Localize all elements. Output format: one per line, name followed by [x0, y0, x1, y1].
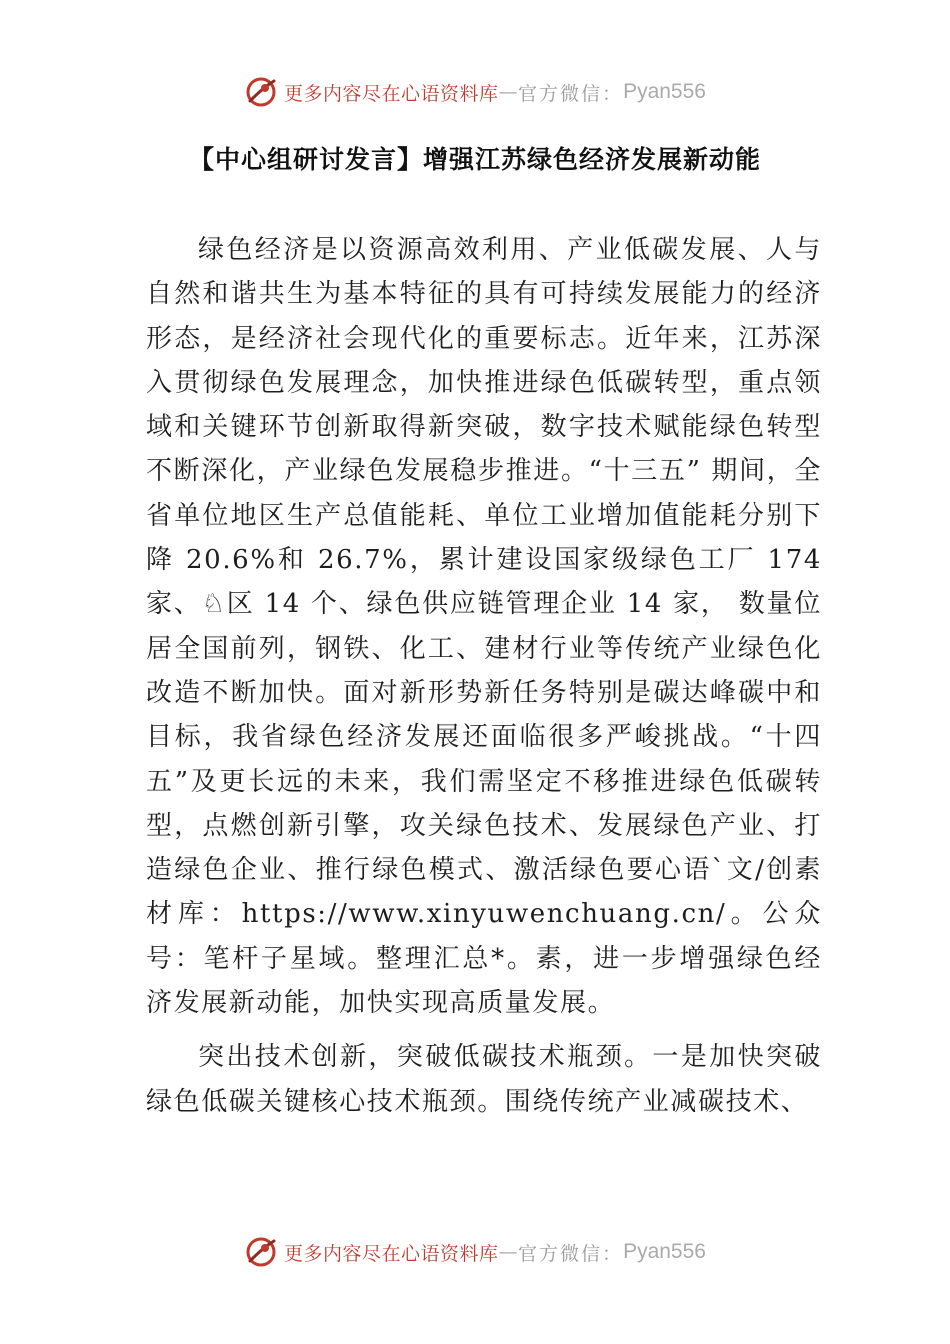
document-body: [146, 228, 822, 1134]
paragraph-1: 绿色经济是以资源高效利用、产业低碳发展、人与自然和谐共生为基本特征的具有可持续发展能力的经济形态，是经济社会现代化的重要标志。近年来，江苏深入贯彻绿色发展理念，加快推进绿色低碳转型，重点领域和关键环节创新取得新突破，数字技术赋能绿色转型不断深化，产业绿色发展稳步推进。“十三五” 期间，全省单位地区生产总值能耗、单位工业增加值能耗分别下降 20.6%和 26.7%，累计建设国家级绿色工厂 174 家、♘区 14 个、绿色供应链管理企业 14 家， 数量位居全国前列，钢铁、化工、建材行业等传统产业绿色化改造不断加快。面对新形势新任务特别是碳达峰碳中和目标，我省绿色经济发展还面临很多严峻挑战。“十四五”及更长远的未来，我们需坚定不移推进绿色低碳转型，点燃创新引擎，攻关绿色技术、发展绿色产业、打造绿色企业、推行绿色模式、激活绿色要心语`文/创素材库：https://www.xinyuwenchuang.cn/。公众号：笔杆子星域。整理汇总*。素，进一步增强绿色经济发展新动能，加快实现高质量发展。: [146, 235, 822, 1019]
watermark-id: Pyan556: [623, 1240, 706, 1263]
watermark-id: Pyan556: [623, 80, 706, 103]
footer-watermark: [0, 1232, 950, 1272]
header-watermark: [0, 72, 950, 112]
red-circle-logo-icon: [244, 75, 278, 109]
watermark-label: 官方微信：: [518, 1242, 624, 1265]
watermark-text: 更多内容尽在心语资料库: [284, 1242, 499, 1265]
watermark-text: 更多内容尽在心语资料库: [284, 82, 499, 105]
page-title: 【中心组研讨发言】增强江苏绿色经济发展新动能: [188, 145, 761, 174]
red-circle-logo-icon: [244, 1235, 278, 1269]
watermark-label: 官方微信：: [518, 82, 624, 105]
paragraph-2: 突出技术创新，突破低碳技术瓶颈。一是加快突破绿色低碳关键核心技术瓶颈。围绕传统产业减碳技术、: [146, 1042, 822, 1117]
watermark-separator: —: [498, 81, 519, 103]
watermark-separator: —: [498, 1241, 519, 1263]
